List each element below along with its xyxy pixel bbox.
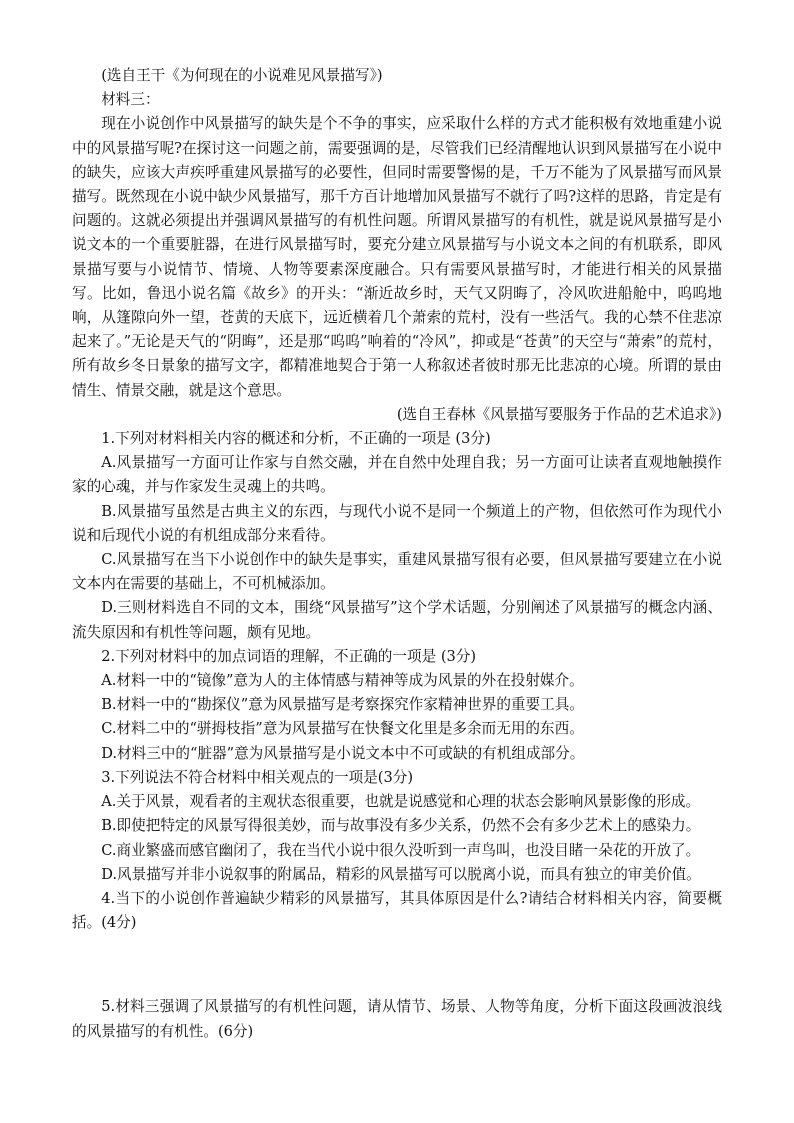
- question-1-option-c: C.风景描写在当下小说创作中的缺失是事实，重建风景描写很有必要，但风景描写要建立在小说文本内在需要的基础上，不可机械添加。: [72, 551, 722, 593]
- question-4: 4.当下的小说创作普遍缺少精彩的风景描写，其具体原因是什么?请结合材料相关内容，简要概括。(4分): [72, 889, 722, 932]
- question-5: 5.材料三强调了风景描写的有机性问题，请从情节、场景、人物等角度，分析下面这段画波浪线的风景描写的有机性。(6分): [72, 998, 722, 1040]
- question-1-option-d: D.三则材料选自不同的文本，围绕“风景描写”这个学术话题，分别阐述了风景描写的概念内涵、流失原因和有机性等问题，颇有见地。: [72, 599, 722, 641]
- question-2-stem: 2.下列对材料中的加点词语的理解，不正确的一项是 (3分): [101, 647, 477, 665]
- question-3-stem: 3.下列说法不符合材料中相关观点的一项是(3分): [101, 768, 414, 786]
- question-1-option-b: B.风景描写虽然是古典主义的东西，与现代小说不是同一个频道上的产物，但依然可作为现代小说和后现代小说的有机组成部分来看待。: [72, 502, 722, 544]
- text-column: [72, 64, 722, 1044]
- source-citation-3: (选自王春林《风景描写要服务于作品的艺术追求》): [396, 405, 722, 423]
- question-3-option-b: B.即使把特定的风景写得很美妙，而与故事没有多少关系，仍然不会有多少艺术上的感染力。: [101, 817, 701, 835]
- question-2-option-a: A.材料一中的“镜像”意为人的主体情感与精神等成为风景的外在投射媒介。: [101, 672, 584, 690]
- answer-space: [72, 935, 722, 995]
- material-3-heading: 材料三：: [101, 91, 160, 109]
- question-1: [72, 427, 722, 645]
- question-2: [72, 645, 722, 766]
- question-1-option-a: A.风景描写一方面可让作家与自然交融，并在自然中处理自我；另一方面可让读者直观地触摸作家的心魂，并与作家发生灵魂上的共鸣。: [72, 454, 722, 496]
- question-2-option-b: B.材料一中的“勘探仪”意为风景描写是考察探究作家精神世界的重要工具。: [101, 696, 584, 714]
- question-3-option-d: D.风景描写并非小说叙事的附属品，精彩的风景描写可以脱离小说，而具有独立的审美价值。: [101, 865, 701, 883]
- material-3-body: 现在小说创作中风景描写的缺失是个不争的事实，应采取什么样的方式才能积极有效地重建小说中的风景描写呢?在探讨这一问题之前，需要强调的是，尽管我们已经清醒地认识到风景描写在小说中的缺失，应该大声疾呼重建风景描写的必要性，但同时需要警惕的是，千万不能为了风景描写而风景描写。既然现在小说中缺少风景描写，那千方百计地增加风景描写不就行了吗?这样的思路，肯定是有问题的。这就必须提出并强调风景描写的有机性问题。所谓风景描写的有机性，就是说风景描写是小说文本的一个重要脏器，在进行风景描写时，要充分建立风景描写与小说文本之间的有机联系，即风景描写要与小说情节、情境、人物等要素深度融合。只有需要风景描写时，才能进行相关的风景描写。比如，鲁迅小说名篇《故乡》的开头：“渐近故乡时，天气又阴晦了，冷风吹进船舱中，呜呜地响，从篷隙向外一望，苍黄的天底下，远近横着几个萧索的荒村，没有一些活气。我的心禁不住悲凉起来了。”无论是天气的“阴晦”，还是那“呜呜”响着的“冷风”，抑或是“苍黄”的天空与“萧索”的荒村，所有故乡冬日景象的描写文字，都精准地契合于第一人称叙述者彼时那无比悲凉的心境。所谓的景由情生、情景交融，就是这个意思。: [72, 115, 722, 399]
- question-3-option-c: C.商业繁盛而感官幽闭了，我在当代小说中很久没听到一声鸟叫，也没目睹一朵花的开放了。: [101, 841, 701, 859]
- question-3: [72, 766, 722, 887]
- question-1-stem: 1.下列对材料相关内容的概述和分析，不正确的一项是 (3分): [101, 430, 491, 448]
- question-2-option-d: D.材料三中的“脏器”意为风景描写是小说文本中不可或缺的有机组成部分。: [101, 744, 585, 762]
- source-citation-1: (选自王干《为何现在的小说难见风景描写》): [101, 67, 383, 84]
- question-2-option-c: C.材料二中的“骈拇枝指”意为风景描写在快餐文化里是多余而无用的东西。: [101, 720, 584, 738]
- question-3-option-a: A.关于风景，观看者的主观状态很重要，也就是说感觉和心理的状态会影响风景影像的形成。: [101, 793, 701, 811]
